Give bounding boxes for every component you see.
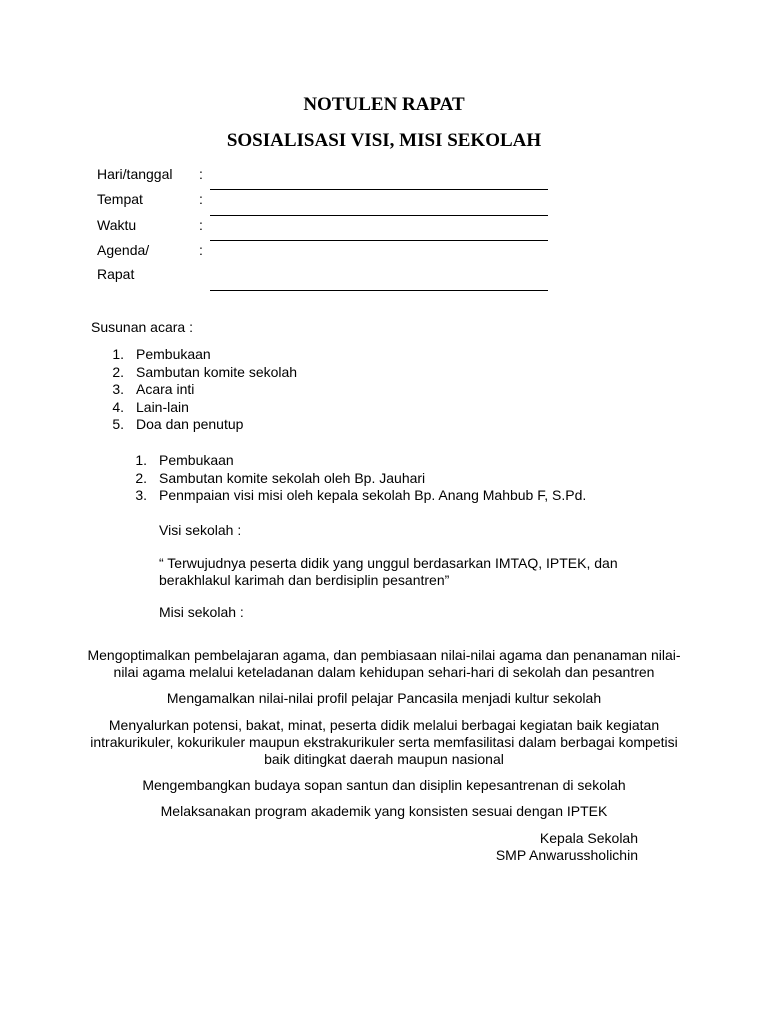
- field-label-hari-tanggal: Hari/tanggal: [97, 166, 173, 182]
- field-label-agenda: Agenda/: [97, 242, 150, 258]
- signature-role: Kepala Sekolah: [539, 830, 638, 846]
- misi-item-line: Melaksanakan program akademik yang konsisten sesuai dengan IPTEK: [160, 803, 608, 819]
- misi-item: [86, 803, 682, 820]
- misi-label: Misi sekolah :: [159, 604, 244, 620]
- list-text: Doa dan penutup: [136, 416, 244, 432]
- visi-text-line-2: berakhlakul karimah dan berdisiplin pesantren”: [159, 572, 450, 588]
- field-underline-waktu: [210, 240, 548, 241]
- list-text: Pembukaan: [136, 346, 211, 362]
- misi-item: [86, 690, 682, 707]
- field-colon: :: [199, 217, 203, 233]
- document-title: NOTULEN RAPAT: [303, 94, 465, 115]
- misi-item-line: intrakurikuler, kokurikuler maupun ekstrakurikuler serta memfasilitasi dalam berbagai kompetisi: [90, 734, 678, 750]
- misi-item-line: baik ditingkat daerah maupun nasional: [264, 751, 504, 767]
- list-number: 3.: [135, 487, 147, 503]
- list-text: Lain-lain: [136, 399, 189, 415]
- list-text: Sambutan komite sekolah oleh Bp. Jauhari: [159, 470, 426, 486]
- field-underline-hari-tanggal: [210, 189, 548, 190]
- list-number: 5.: [112, 416, 124, 432]
- misi-item: [86, 647, 682, 681]
- field-underline-tempat: [210, 215, 548, 216]
- list-number: 2.: [135, 470, 147, 486]
- field-colon: :: [199, 191, 203, 207]
- list-text: Acara inti: [136, 381, 195, 397]
- field-label-waktu: Waktu: [97, 217, 137, 233]
- field-label-rapat: Rapat: [97, 266, 135, 282]
- field-underline-agenda-rapat: [210, 290, 548, 291]
- misi-item-line: Mengoptimalkan pembelajaran agama, dan pembiasaan nilai-nilai agama dan penanaman nilai-: [87, 647, 681, 663]
- misi-item: [86, 717, 682, 768]
- list-text: Penmpaian visi misi oleh kepala sekolah Bp. Anang Mahbub F, S.Pd.: [159, 487, 587, 503]
- misi-item-line: Mengamalkan nilai-nilai profil pelajar Pancasila menjadi kultur sekolah: [166, 690, 602, 706]
- misi-item-line: Menyalurkan potensi, bakat, minat, peserta didik melalui berbagai kegiatan baik kegiatan: [108, 717, 660, 733]
- visi-text-line-1: “ Terwujudnya peserta didik yang unggul berdasarkan IMTAQ, IPTEK, dan: [159, 555, 618, 571]
- list-text: Sambutan komite sekolah: [136, 364, 298, 380]
- susunan-acara-label: Susunan acara :: [91, 319, 193, 335]
- misi-item-line: nilai agama melalui keteladanan dalam kehidupan sehari-hari di sekolah dan pesantren: [113, 664, 655, 680]
- misi-item-line: Mengembangkan budaya sopan santun dan disiplin kepesantrenan di sekolah: [142, 777, 626, 793]
- list-number: 1.: [135, 452, 147, 468]
- list-text: Pembukaan: [159, 452, 234, 468]
- misi-item: [86, 777, 682, 794]
- list-number: 3.: [112, 381, 124, 397]
- list-number: 4.: [112, 399, 124, 415]
- list-number: 2.: [112, 364, 124, 380]
- document-subtitle: SOSIALISASI VISI, MISI SEKOLAH: [226, 130, 542, 151]
- signature-school: SMP Anwarussholichin: [495, 847, 638, 863]
- field-colon: :: [199, 166, 203, 182]
- field-colon: :: [199, 242, 203, 258]
- field-label-tempat: Tempat: [97, 191, 143, 207]
- list-number: 1.: [112, 346, 124, 362]
- visi-label: Visi sekolah :: [159, 522, 242, 538]
